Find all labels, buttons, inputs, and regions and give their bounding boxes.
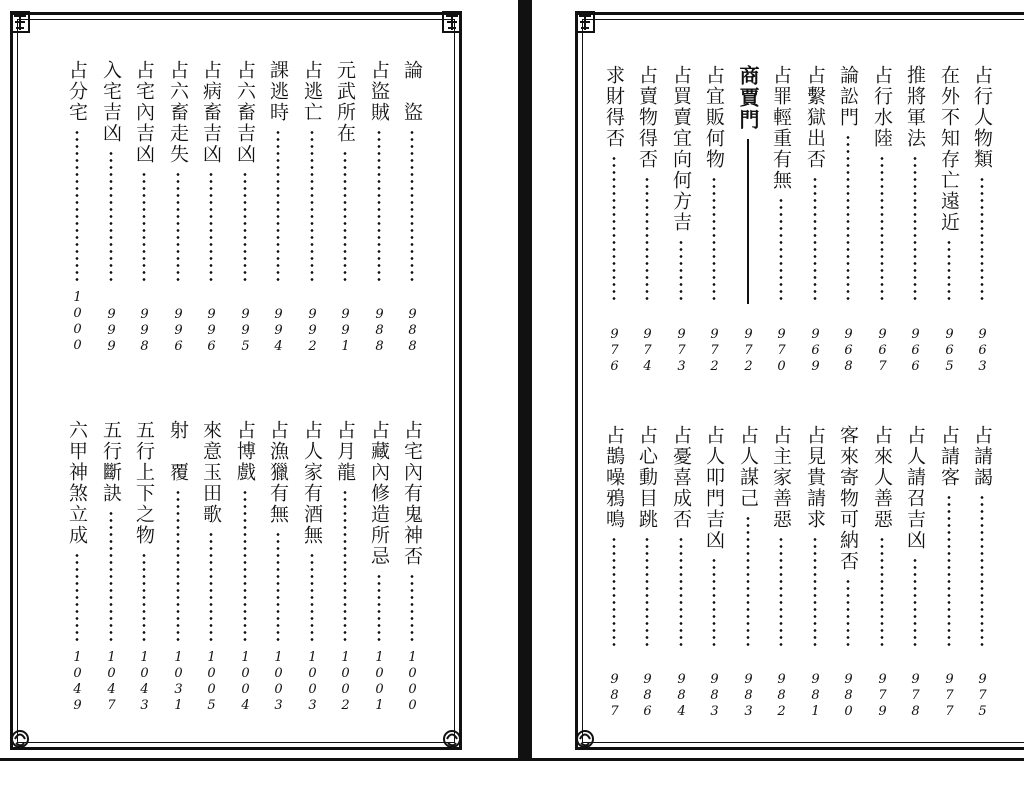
toc-page-number: 992 [305,307,320,355]
toc-leader [712,557,716,647]
toc-page-number: 1002 [338,650,353,714]
toc-entry[interactable] [396,60,428,282]
toc-leader [947,239,951,302]
toc-entry[interactable] [933,65,965,302]
toc-page-number: 995 [238,307,253,355]
toc-entry[interactable] [598,65,630,302]
toc-leader [410,573,414,642]
toc-entry[interactable] [598,425,630,647]
toc-entry[interactable] [61,420,93,642]
toc-page-number: 975 [975,672,990,720]
toc-page-number: 984 [674,672,689,720]
toc-page-number: 983 [741,672,756,720]
toc-entry[interactable] [162,420,194,642]
toc-leader [846,134,850,302]
toc-entry[interactable] [329,420,361,642]
toc-entry-title: 占藏內修造所忌 [368,420,390,567]
toc-page-number: 998 [137,307,152,355]
toc-entry[interactable] [95,420,127,642]
toc-entry-title: 五行上下之物 [133,420,155,546]
toc-entry[interactable] [631,65,663,302]
toc-leader [410,129,414,282]
toc-entry[interactable] [363,420,395,642]
toc-page-number: 1000 [70,290,85,354]
toc-page-number: 999 [104,307,119,355]
toc-page-number: 974 [640,327,655,375]
toc-entry-title: 射 覆 [167,420,189,483]
book-spine [518,0,532,760]
toc-leader [310,552,314,642]
toc-entry[interactable] [631,425,663,647]
toc-page-number: 972 [741,327,756,375]
toc-entry-title: 占罪輕重有無 [770,65,792,191]
toc-page-number: 976 [607,327,622,375]
toc-entry-title: 占請謁 [971,425,993,488]
toc-leader [209,531,213,642]
toc-entry-title: 論 盜 [401,60,423,123]
toc-leader [377,129,381,282]
toc-page-number: 1000 [405,650,420,714]
toc-page-number: 1005 [204,650,219,714]
toc-entry-title: 占病畜吉凶 [200,60,222,165]
toc-page-number: 996 [171,307,186,355]
toc-leader [209,171,213,282]
toc-entry[interactable] [832,425,864,647]
toc-entry[interactable] [732,425,764,647]
toc-entry-title: 五行斷訣 [100,420,122,504]
toc-entry-title: 求財得否 [603,65,625,149]
toc-entry-title: 占賣物得否 [636,65,658,170]
toc-entry-title: 占六畜走失 [167,60,189,165]
toc-page-number: 1031 [171,650,186,714]
toc-page-number: 996 [204,307,219,355]
toc-entry-title: 課逃時 [267,60,289,123]
toc-entry[interactable] [765,65,797,302]
toc-entry[interactable] [363,60,395,282]
toc-entry[interactable] [799,65,831,302]
toc-entry[interactable] [698,425,730,647]
toc-leader [779,197,783,302]
toc-entry[interactable] [665,65,697,302]
toc-leader [712,176,716,302]
toc-page-number: 986 [640,672,655,720]
corner-ornament-icon [574,726,596,752]
toc-page-number: 1001 [372,650,387,714]
toc-entry[interactable] [296,420,328,642]
toc-entry-title: 占繫獄出否 [804,65,826,170]
toc-leader [913,557,917,647]
toc-page-number: 978 [908,672,923,720]
toc-entry-title: 占人請召吉凶 [904,425,926,551]
toc-leader [75,129,79,282]
toc-leader [276,129,280,282]
toc-page-number: 972 [707,327,722,375]
toc-leader [343,489,347,642]
toc-entry-title: 來意玉田歌 [200,420,222,525]
toc-page-number: 1003 [305,650,320,714]
toc-leader [343,150,347,282]
toc-leader [679,239,683,302]
toc-entry[interactable] [162,60,194,282]
toc-entry[interactable] [128,60,160,282]
toc-leader [813,176,817,302]
toc-entry[interactable] [396,420,428,642]
toc-leader [142,552,146,642]
toc-entry-title: 占六畜吉凶 [234,60,256,165]
toc-leader [947,494,951,647]
toc-leader [846,578,850,647]
toc-entry-title: 占漁獵有無 [267,420,289,525]
toc-leader [243,171,247,282]
toc-entry-title: 元武所在 [334,60,356,144]
toc-entry-title: 占買賣宜向何方吉 [670,65,692,233]
toc-page-number: 965 [942,327,957,375]
toc-entry[interactable] [95,60,127,282]
corner-ornament-icon [441,10,463,36]
toc-entry[interactable] [765,425,797,647]
toc-entry-title: 占見貴請求 [804,425,826,530]
toc-page-number: 991 [338,307,353,355]
toc-entry[interactable] [966,65,998,302]
toc-leader [176,171,180,282]
toc-entry[interactable] [832,65,864,302]
corner-ornament-icon [441,726,463,752]
toc-leader [746,515,750,647]
toc-entry[interactable] [296,60,328,282]
toc-leader [75,552,79,642]
toc-entry-title: 在外不知存亡遠近 [938,65,960,233]
toc-page-number: 1047 [104,650,119,714]
toc-entry-title: 占宜販何物 [703,65,725,170]
toc-entry-title: 占分宅 [66,60,88,123]
toc-leader [612,155,616,302]
toc-entry[interactable] [128,420,160,642]
toc-page-number: 967 [875,327,890,375]
toc-entry[interactable] [229,420,261,642]
toc-page-number: 988 [372,307,387,355]
toc-entry-title: 占盜賊 [368,60,390,123]
toc-leader [880,155,884,302]
toc-page-number: 1043 [137,650,152,714]
toc-page-number: 982 [774,672,789,720]
toc-entry-title: 占請客 [938,425,960,488]
toc-page-number: 979 [875,672,890,720]
toc-entry[interactable] [899,425,931,647]
toc-page-number: 963 [975,327,990,375]
toc-entry-title: 占人謀己 [737,425,759,509]
toc-entry[interactable] [229,60,261,282]
toc-entry[interactable] [933,425,965,647]
toc-entry-title: 占宅內吉凶 [133,60,155,165]
toc-leader [880,536,884,647]
toc-entry-title: 占來人善惡 [871,425,893,530]
toc-section-heading: 商賈門 [736,65,760,131]
toc-entry-title: 占逃亡 [301,60,323,123]
toc-entry-title: 占主家善惡 [770,425,792,530]
toc-leader [243,489,247,642]
toc-entry-title: 占宅內有鬼神否 [401,420,423,567]
bottom-rule [0,758,1024,761]
toc-entry[interactable] [866,425,898,647]
toc-entry-title: 占博戲 [234,420,256,483]
toc-page-number: 983 [707,672,722,720]
toc-entry-title: 占人叩門吉凶 [703,425,725,551]
toc-entry-title: 客來寄物可納否 [837,425,859,572]
toc-entry[interactable] [195,420,227,642]
toc-entry-title: 占行人物類 [971,65,993,170]
toc-leader [109,510,113,642]
toc-entry[interactable] [329,60,361,282]
toc-entry[interactable] [262,420,294,642]
toc-entry-title: 六甲神煞立成 [66,420,88,546]
corner-ornament-icon [9,10,31,36]
toc-leader [142,171,146,282]
toc-entry-title: 論訟門 [837,65,859,128]
toc-leader [109,150,113,282]
toc-page-number: 1049 [70,650,85,714]
toc-entry-title: 占憂喜成否 [670,425,692,530]
toc-entry-title: 占鵲噪鴉鳴 [603,425,625,530]
corner-ornament-icon [574,10,596,36]
toc-page-number: 1004 [238,650,253,714]
toc-leader [980,494,984,647]
toc-entry[interactable] [799,425,831,647]
toc-page-number: 981 [808,672,823,720]
toc-page-number: 994 [271,307,286,355]
toc-entry[interactable] [698,65,730,302]
toc-leader [913,155,917,302]
toc-entry-title: 占行水陸 [871,65,893,149]
toc-leader [980,176,984,302]
toc-page-number: 977 [942,672,957,720]
toc-page-number: 966 [908,327,923,375]
toc-page-number: 968 [841,327,856,375]
toc-leader [612,536,616,647]
toc-entry[interactable] [966,425,998,647]
toc-leader [377,573,381,642]
toc-entry[interactable] [665,425,697,647]
toc-entry[interactable] [262,60,294,282]
toc-leader [813,536,817,647]
toc-leader [645,536,649,647]
toc-leader [310,129,314,282]
toc-entry[interactable] [866,65,898,302]
toc-page-number: 1003 [271,650,286,714]
toc-page-number: 987 [607,672,622,720]
toc-leader [679,536,683,647]
toc-page-number: 973 [674,327,689,375]
toc-leader [276,531,280,642]
toc-entry[interactable] [899,65,931,302]
toc-leader [176,489,180,642]
toc-entry-title: 推將軍法 [904,65,926,149]
toc-entry-title: 占月龍 [334,420,356,483]
toc-page-number: 988 [405,307,420,355]
toc-entry[interactable] [195,60,227,282]
toc-leader [747,139,749,304]
corner-ornament-icon [9,726,31,752]
toc-page-number: 969 [808,327,823,375]
toc-entry[interactable] [732,65,764,304]
toc-entry[interactable] [61,60,93,282]
toc-entry-title: 入宅吉凶 [100,60,122,144]
toc-leader [779,536,783,647]
toc-page-number: 970 [774,327,789,375]
toc-page-number: 980 [841,672,856,720]
toc-entry-title: 占心動目跳 [636,425,658,530]
toc-entry-title: 占人家有酒無 [301,420,323,546]
toc-leader [645,176,649,302]
